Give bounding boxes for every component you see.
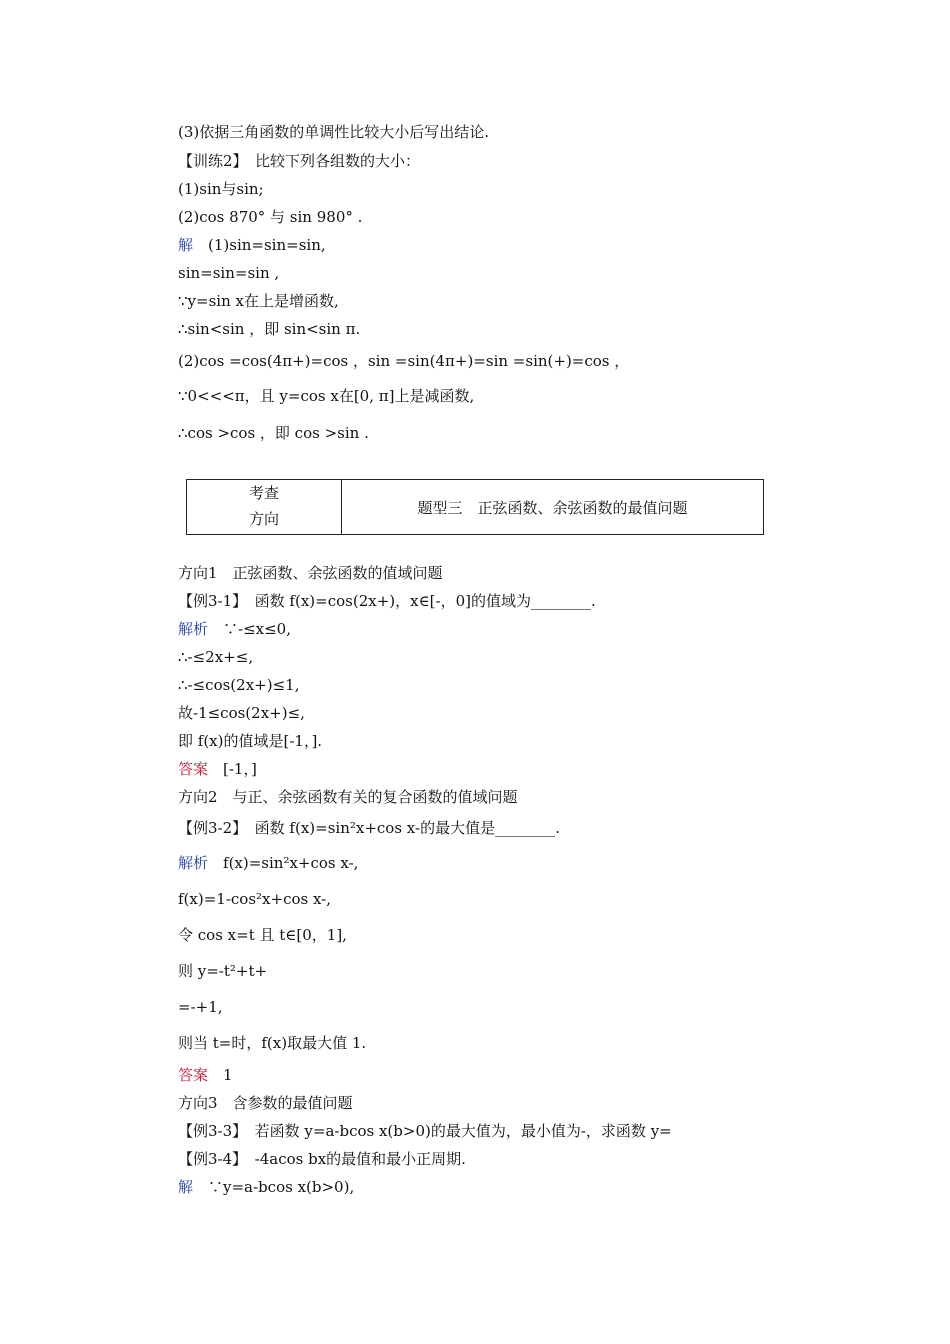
topic-title: 题型三 正弦函数、余弦函数的最值问题 xyxy=(417,498,688,517)
text-line: 令 cos x=t 且 t∈[0，1], xyxy=(178,926,347,944)
text-line: ∴-≤2x+≤, xyxy=(178,648,254,666)
answer-text: 1 xyxy=(208,1066,233,1084)
analysis-line xyxy=(178,853,358,873)
text-line: ∴cos >cos ，即 cos >sin . xyxy=(178,424,369,442)
text-line: 则 y=-t²+t+ xyxy=(178,962,268,980)
analysis-text: f(x)=sin²x+cos x-, xyxy=(208,854,359,872)
text-line: ∴-≤cos(2x+)≤1, xyxy=(178,676,300,694)
text-line: 则当 t=时，f(x)取最大值 1. xyxy=(178,1034,367,1052)
direction-heading: 方向1 正弦函数、余弦函数的值域问题 xyxy=(178,564,443,582)
table-label-line2: 方向 xyxy=(248,510,279,528)
text-line: ∵y=sin x在上是增函数, xyxy=(178,292,339,310)
answer-label: 答案 xyxy=(178,1066,209,1084)
text-line: (2)cos =cos(4π+)=cos ，sin =sin(4π+)=sin =sin(+)=cos ， xyxy=(178,352,630,370)
answer-line xyxy=(178,759,257,779)
table-label-line1: 考查 xyxy=(248,484,279,502)
solution-text: (1)sin=sin=sin, xyxy=(193,236,326,254)
topic-table xyxy=(186,479,764,535)
analysis-label: 解析 xyxy=(178,854,209,872)
direction-heading: 方向2 与正、余弦函数有关的复合函数的值域问题 xyxy=(178,788,518,806)
text-line: 即 f(x)的值域是[-1，]. xyxy=(178,732,323,750)
example-heading: 【例3-3】 若函数 y=a-bcos x(b>0)的最大值为，最小值为-，求函数 y= xyxy=(178,1122,672,1140)
table-cell-label xyxy=(187,480,342,534)
direction-heading: 方向3 含参数的最值问题 xyxy=(178,1094,353,1112)
text-line: ∵0<<<π，且 y=cos x在[0, π]上是减函数, xyxy=(178,387,475,405)
solution-label: 解 xyxy=(178,1178,194,1196)
text-line: f(x)=1-cos²x+cos x-, xyxy=(178,890,331,908)
text-line: (3)依据三角函数的单调性比较大小后写出结论. xyxy=(178,123,490,141)
answer-text: [-1，] xyxy=(208,760,257,778)
text-line: =-+1, xyxy=(178,998,223,1016)
analysis-text: ∵-≤x≤0, xyxy=(208,620,291,638)
solution-line xyxy=(178,235,326,255)
analysis-label: 解析 xyxy=(178,620,209,638)
text-line: (1)sin与sin; xyxy=(178,180,264,198)
exercise-heading: 【训练2】 比较下列各组数的大小： xyxy=(178,152,421,170)
text-line: 故-1≤cos(2x+)≤, xyxy=(178,704,305,722)
text-line: ∴sin<sin ，即 sin<sin π. xyxy=(178,320,361,338)
analysis-line xyxy=(178,619,291,639)
solution-text: ∵y=a-bcos x(b>0), xyxy=(193,1178,355,1196)
solution-line xyxy=(178,1177,354,1197)
answer-label: 答案 xyxy=(178,760,209,778)
table-cell-topic xyxy=(342,480,763,534)
example-heading: 【例3-1】 函数 f(x)=cos(2x+)，x∈[-，0]的值域为________. xyxy=(178,592,596,610)
text-line: (2)cos 870° 与 sin 980° . xyxy=(178,208,363,226)
answer-line xyxy=(178,1065,233,1085)
example-heading: 【例3-4】 -4acos bx的最值和最小正周期. xyxy=(178,1150,466,1168)
text-line: sin=sin=sin , xyxy=(178,264,280,282)
solution-label: 解 xyxy=(178,236,194,254)
example-heading: 【例3-2】 函数 f(x)=sin²x+cos x-的最大值是________. xyxy=(178,819,560,837)
